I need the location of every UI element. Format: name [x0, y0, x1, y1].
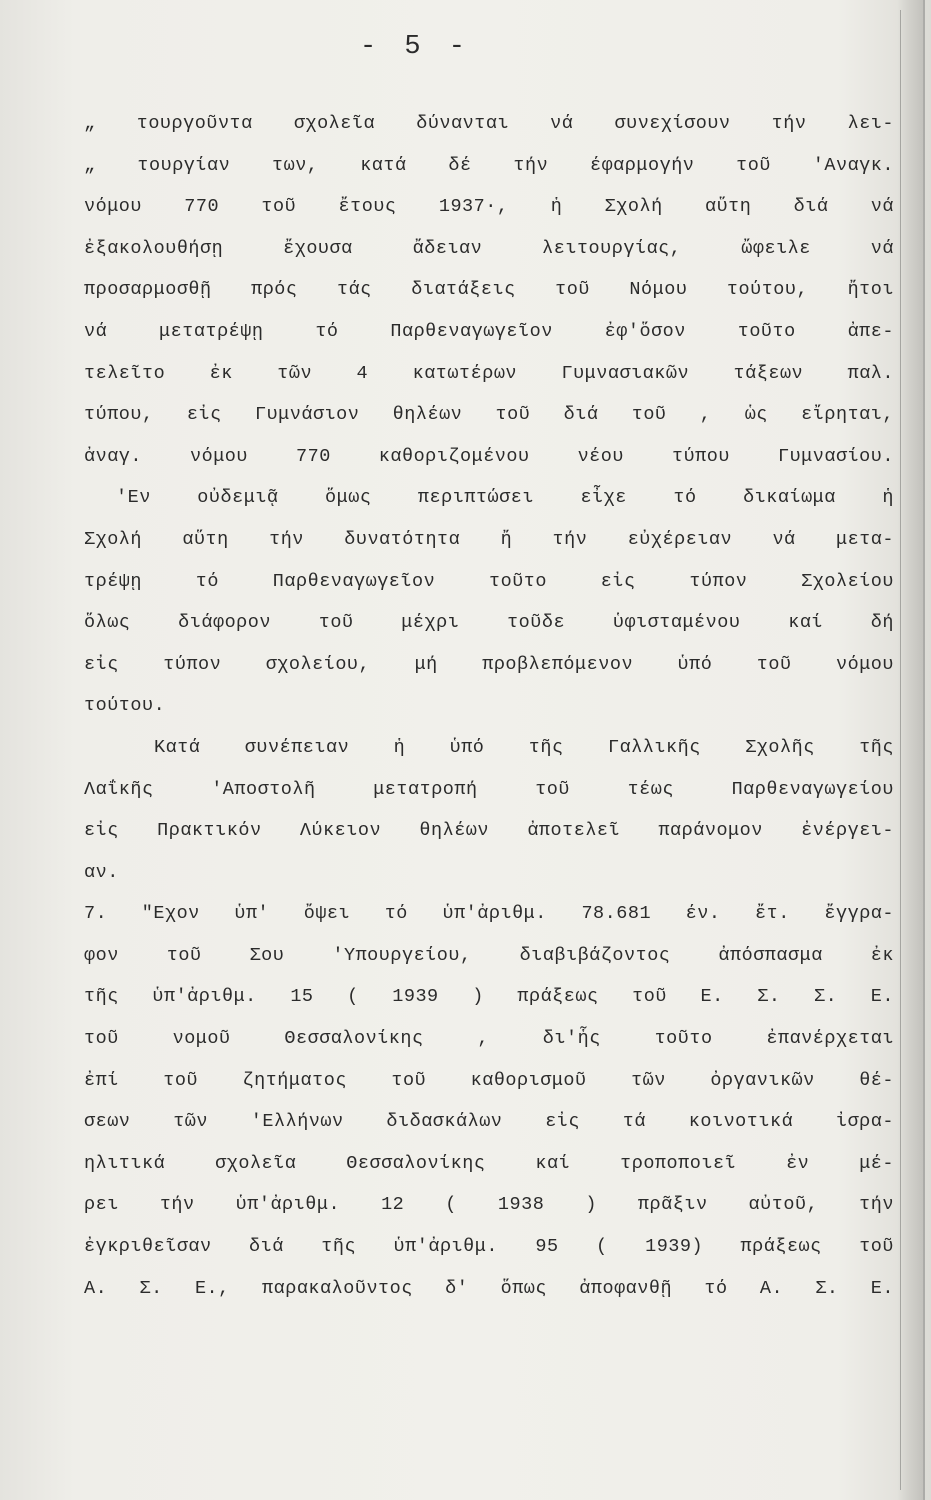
text-line-9: ἀναγ. νόμου 770 καθοριζομένου νέου τύπου Γυμνασίου.: [84, 445, 894, 467]
text-line-29: Α. Σ. Ε., παρακαλοῦντος δ' ὅπως ἀποφανθῇ τό Α. Σ. Ε.: [84, 1277, 894, 1299]
text-line-17: Λαΐκῆς 'Αποστολῆ μετατροπή τοῦ τέως Παρθεναγωγείου: [84, 778, 894, 800]
text-line-26: ηλιτικά σχολεῖα Θεσσαλονίκης καί τροποποιεῖ ἐν μέ-: [84, 1152, 894, 1174]
document-body: [84, 103, 894, 1309]
text-line-5: προσαρμοσθῇ πρός τάς διατάξεις τοῦ Νόμου τούτου, ἤτοι: [84, 279, 894, 301]
text-line-13: ὅλως διάφορον τοῦ μέχρι τοῦδε ὑφισταμένου καί δή: [84, 612, 894, 634]
text-line-10: 'Εν οὐδεμιᾷ ὅμως περιπτώσει εἶχε τό δικαίωμα ἡ: [116, 487, 894, 509]
text-line-12: τρέψῃ τό Παρθεναγωγεῖον τοῦτο εἰς τύπον Σχολείου: [84, 570, 894, 592]
text-line-22: τῆς ὑπ'ἀριθμ. 15 ( 1939 ) πράξεως τοῦ Ε. Σ. Σ. Ε.: [84, 986, 894, 1008]
page-edge-line: [900, 10, 901, 1490]
text-line-25: σεων τῶν 'Ελλήνων διδασκάλων εἰς τά κοινοτικά ἰσρα-: [84, 1111, 894, 1133]
text-line-28: ἐγκριθεῖσαν διά τῆς ὑπ'ἀριθμ. 95 ( 1939) πράξεως τοῦ: [84, 1236, 894, 1258]
text-line-24: ἐπί τοῦ ζητήματος τοῦ καθορισμοῦ τῶν ὀργανικῶν θέ-: [84, 1069, 894, 1091]
text-line-11: Σχολή αὕτη τήν δυνατότητα ἤ τήν εὐχέρειαν νά μετα-: [84, 528, 894, 550]
page-number: - 5 -: [360, 32, 472, 62]
text-line-2: „ τουργίαν των, κατά δέ τήν έφαρμογήν τοῦ 'Αναγκ.: [84, 154, 894, 176]
text-line-3: νόμου 770 τοῦ ἔτους 1937·, ἡ Σχολή αὕτη διά νά: [84, 196, 894, 218]
text-line-27: ρει τήν ὑπ'ἀριθμ. 12 ( 1938 ) πρᾶξιν αὐτοῦ, τήν: [84, 1194, 894, 1216]
text-line-19: αν.: [84, 861, 119, 883]
text-line-1: „ τουργοῦντα σχολεῖα δύνανται νά συνεχίσουν τήν λει-: [84, 113, 894, 134]
page-edge-line-outer: [923, 0, 925, 1500]
text-line-6: νά μετατρέψῃ τό Παρθεναγωγεῖον ἐφ'ὅσον τοῦτο ἀπε-: [84, 320, 894, 342]
text-line-15: τούτου.: [84, 695, 166, 717]
text-line-7: τελεῖτο ἐκ τῶν 4 κατωτέρων Γυμνασιακῶν τάξεων παλ.: [84, 362, 894, 384]
text-line-18: εἰς Πρακτικόν Λύκειον θηλέων ἀποτελεῖ παράνομον ἐνέργει-: [84, 820, 894, 842]
text-line-8: τύπου, εἰς Γυμνάσιον θηλέων τοῦ διά τοῦ , ὡς εἴρηται,: [84, 404, 894, 426]
text-line-20: 7. "Εχον ὑπ' ὄψει τό ὑπ'ἀριθμ. 78.681 έν. ἔτ. ἔγγρα-: [84, 903, 894, 925]
text-line-21: φον τοῦ Σου 'Υπουργείου, διαβιβάζοντος ἀπόσπασμα ἐκ: [84, 944, 894, 966]
text-line-23: τοῦ νομοῦ Θεσσαλονίκης , δι'ἧς τοῦτο ἐπανέρχεται: [84, 1028, 894, 1050]
text-line-14: εἰς τύπον σχολείου, μή προβλεπόμενον ὑπό τοῦ νόμου: [84, 653, 894, 675]
text-line-4: ἐξακολουθήσῃ ἔχουσα ἄδειαν λειτουργίας, ὤφειλε νά: [84, 237, 894, 259]
text-line-16: Κατά συνέπειαν ἡ ὑπό τῆς Γαλλικῆς Σχολῆς τῆς: [154, 736, 894, 758]
